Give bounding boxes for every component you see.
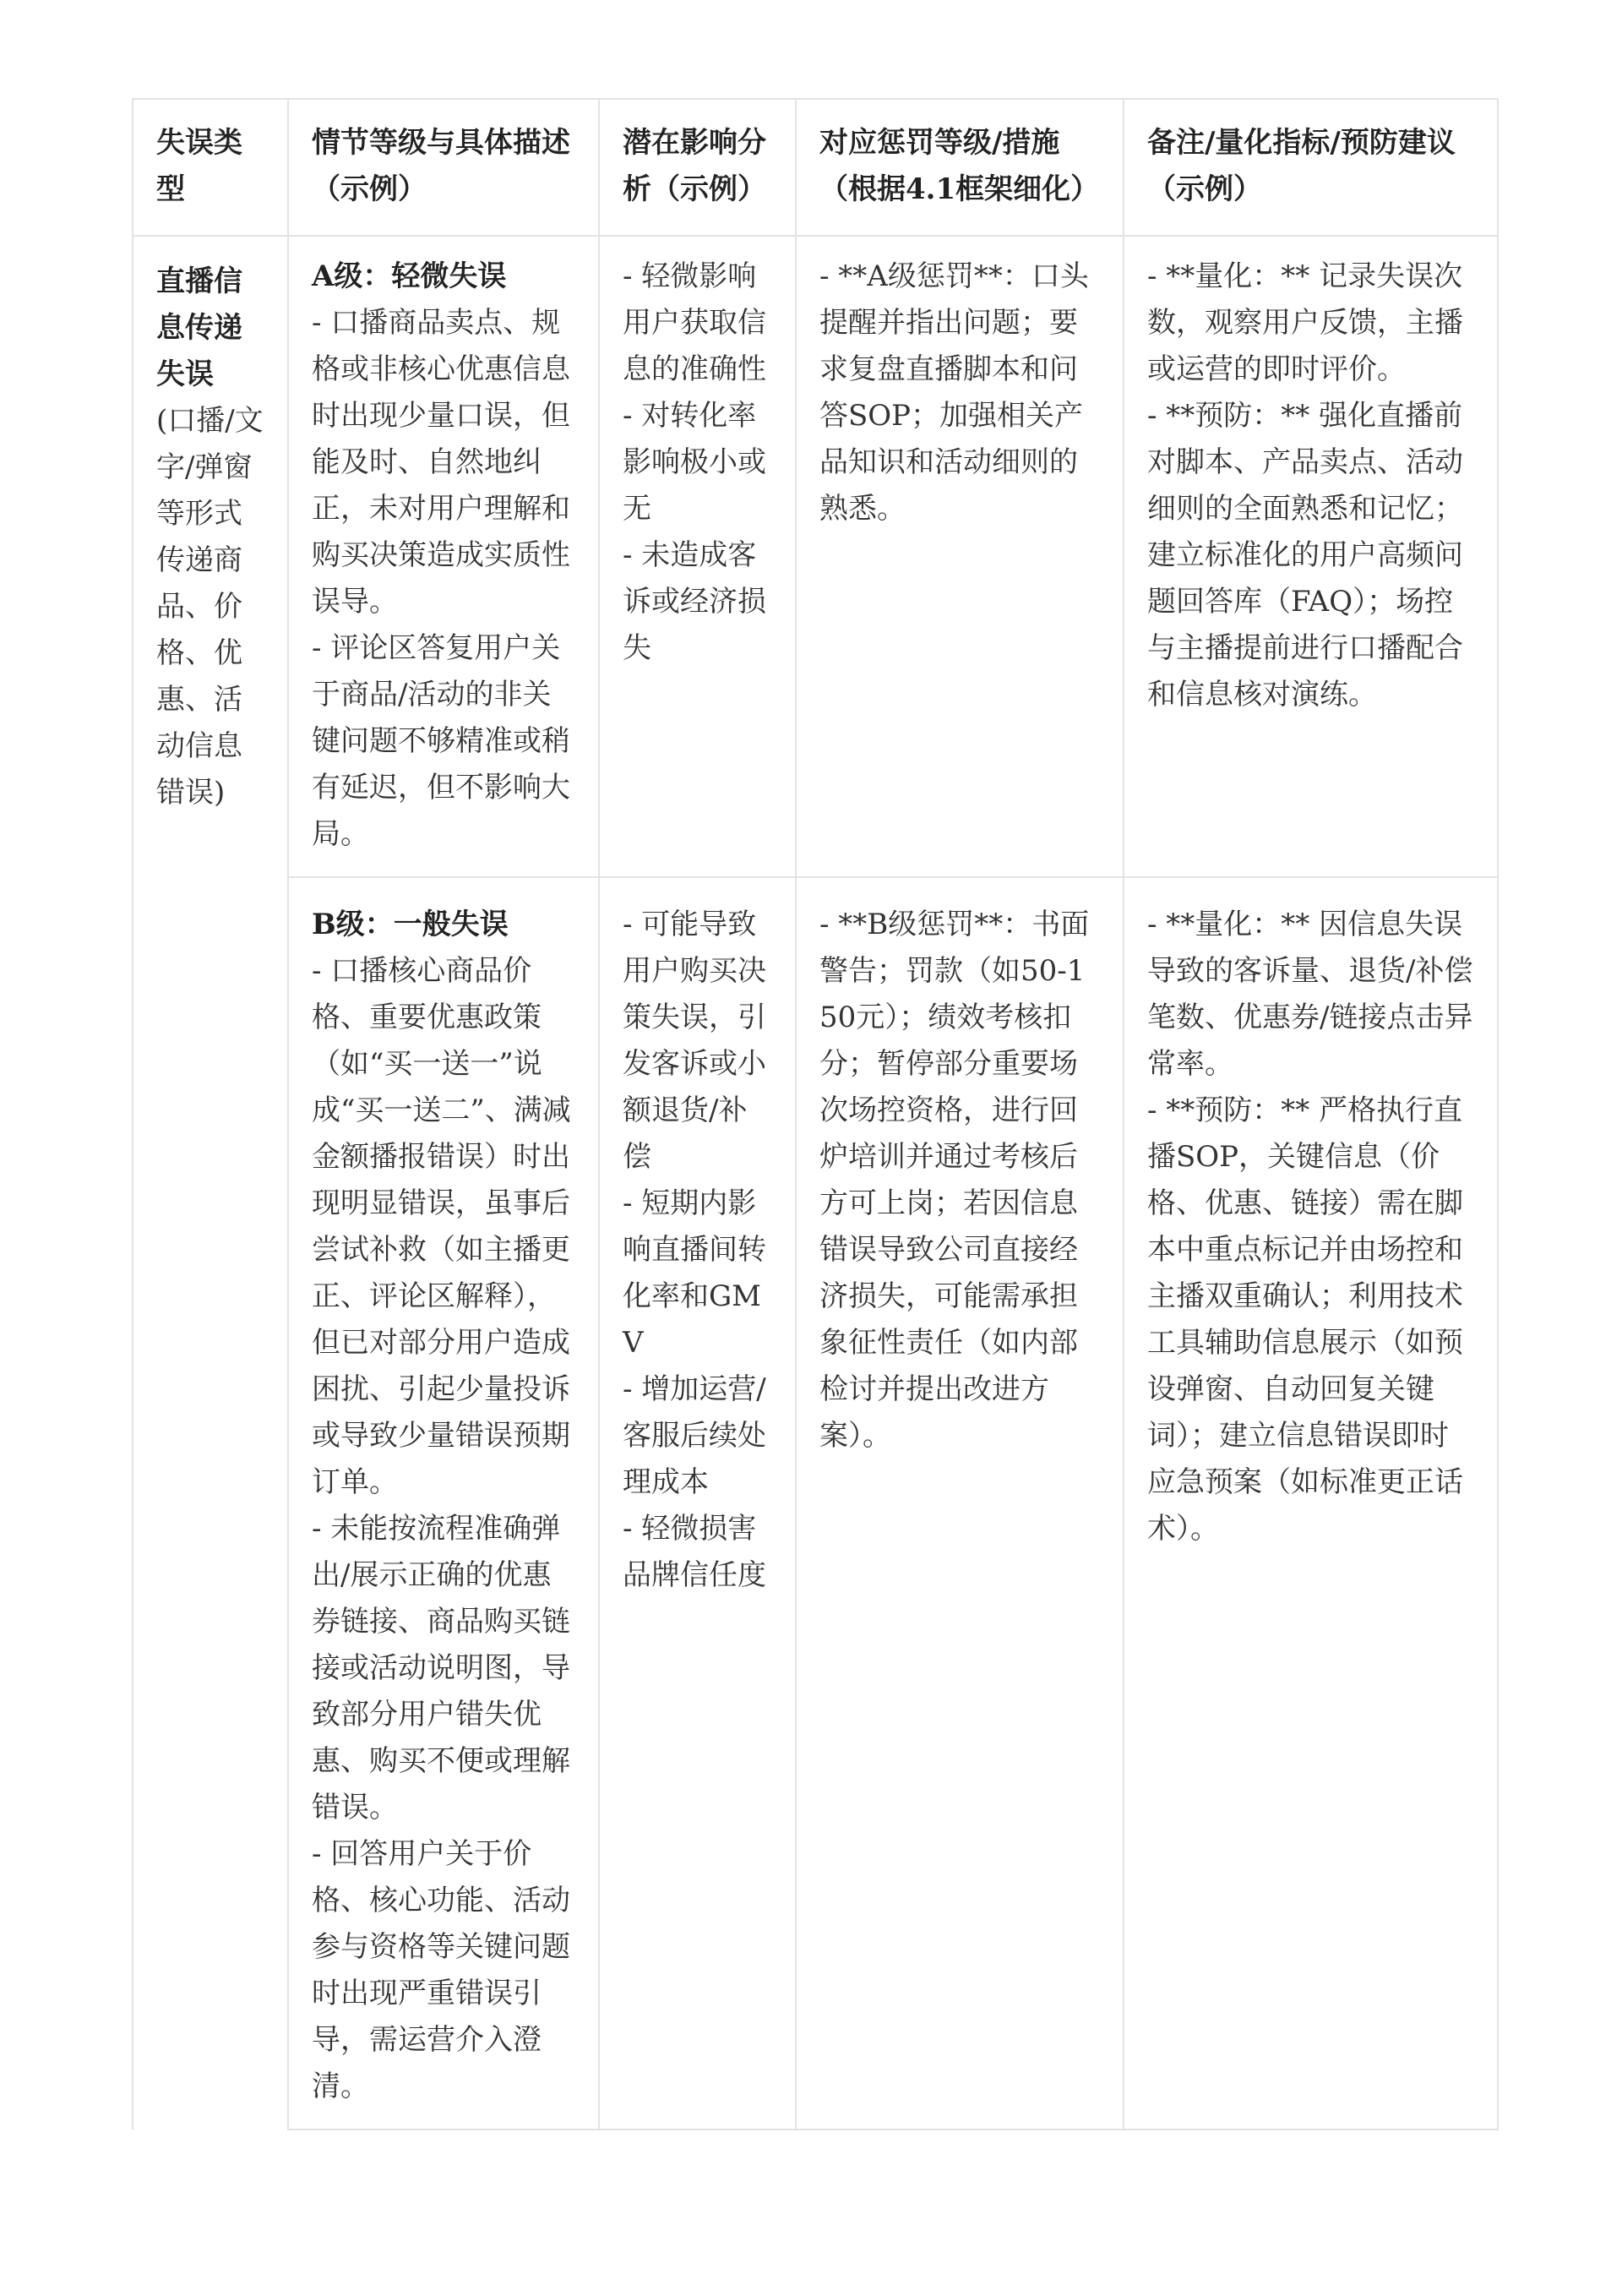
impact-item: - 轻微影响用户获取信息的准确性 <box>623 259 766 386</box>
error-type-cell <box>133 236 288 2130</box>
header-error-type: 失误类型 <box>133 99 288 236</box>
notes-item: - **预防：** 强化直播前对脚本、产品卖点、活动细则的全面熟悉和记忆；建立标准化的用户高频问题回答库（FAQ）；场控与主播提前进行口播配合和信息核对演练。 <box>1147 399 1463 712</box>
description-item: - 口播商品卖点、规格或非核心优惠信息时出现少量口误，但能及时、自然地纠正，未对用户理解和购买决策造成实质性误导。 <box>312 306 570 619</box>
table-row <box>133 236 1498 877</box>
impact-cell <box>599 236 796 877</box>
level-description-cell <box>288 236 599 877</box>
impact-item: - 未造成客诉或经济损失 <box>623 538 766 665</box>
impact-cell <box>599 877 796 2130</box>
impact-item: - 轻微损害品牌信任度 <box>623 1512 766 1592</box>
table-row <box>133 877 1498 2130</box>
error-penalty-table <box>132 98 1499 2130</box>
penalty-item: - **A级惩罚**：口头提醒并指出问题；要求复盘直播脚本和问答SOP；加强相关产品知识和活动细则的熟悉。 <box>819 259 1089 526</box>
header-penalty-measures: 对应惩罚等级/措施（根据4.1框架细化） <box>796 99 1124 236</box>
description-item: - 口播核心商品价格、重要优惠政策（如“买一送一”说成“买一送二”、满减金额播报错误）时出现明显错误，虽事后尝试补救（如主播更正、评论区解释），但已对部分用户造成困扰、引起少量投诉或导致少量错误预期订单。 <box>312 954 571 1499</box>
impact-item: - 对转化率影响极小或无 <box>623 399 766 526</box>
notes-item: - **预防：** 严格执行直播SOP，关键信息（价格、优惠、链接）需在脚本中重点标记并由场控和主播双重确认；利用技术工具辅助信息展示（如预设弹窗、自动回复关键词）；建立信息错误即时应急预案（如标准更正话术）。 <box>1147 1093 1463 1546</box>
notes-item: - **量化：** 因信息失误导致的客诉量、退货/补偿笔数、优惠券/链接点击异常率。 <box>1147 908 1473 1081</box>
level-title: B级：一般失误 <box>312 908 509 941</box>
impact-item: - 增加运营/客服后续处理成本 <box>623 1372 766 1499</box>
impact-item: - 可能导致用户购买决策失误，引发客诉或小额退货/补偿 <box>623 908 766 1174</box>
notes-item: - **量化：** 记录失误次数，观察用户反馈，主播或运营的即时评价。 <box>1147 259 1463 386</box>
penalty-item: - **B级惩罚**：书面警告；罚款（如50-150元）；绩效考核扣分；暂停部分重要场次场控资格，进行回炉培训并通过考核后方可上岗；若因信息错误导致公司直接经济损失，可能需承担象征性责任（如内部检讨并提出改进方案）。 <box>819 908 1090 1453</box>
description-item: - 未能按流程准确弹出/展示正确的优惠券链接、商品购买链接或活动说明图，导致部分用户错失优惠、购买不便或理解错误。 <box>312 1512 570 1824</box>
header-level-description: 情节等级与具体描述（示例） <box>288 99 599 236</box>
level-description-cell <box>288 877 599 2130</box>
description-item: - 评论区答复用户关于商品/活动的非关键问题不够精准或稍有延迟，但不影响大局。 <box>312 631 570 851</box>
error-type-title: 直播信息传递失误 <box>156 265 242 391</box>
impact-item: - 短期内影响直播间转化率和GMV <box>623 1186 766 1360</box>
notes-cell <box>1124 236 1498 877</box>
penalty-cell <box>796 877 1124 2130</box>
table-header-row <box>133 99 1498 236</box>
level-title: A级：轻微失误 <box>312 259 507 293</box>
header-impact-analysis: 潜在影响分析（示例） <box>599 99 796 236</box>
notes-cell <box>1124 877 1498 2130</box>
error-penalty-table-container <box>132 98 1497 2130</box>
penalty-cell <box>796 236 1124 877</box>
error-type-description: (口播/文字/弹窗等形式传递商品、价格、优惠、活动信息错误) <box>156 404 264 810</box>
header-notes-prevention: 备注/量化指标/预防建议（示例） <box>1124 99 1498 236</box>
description-item: - 回答用户关于价格、核心功能、活动参与资格等关键问题时出现严重错误引导，需运营介入澄清。 <box>312 1837 570 2103</box>
